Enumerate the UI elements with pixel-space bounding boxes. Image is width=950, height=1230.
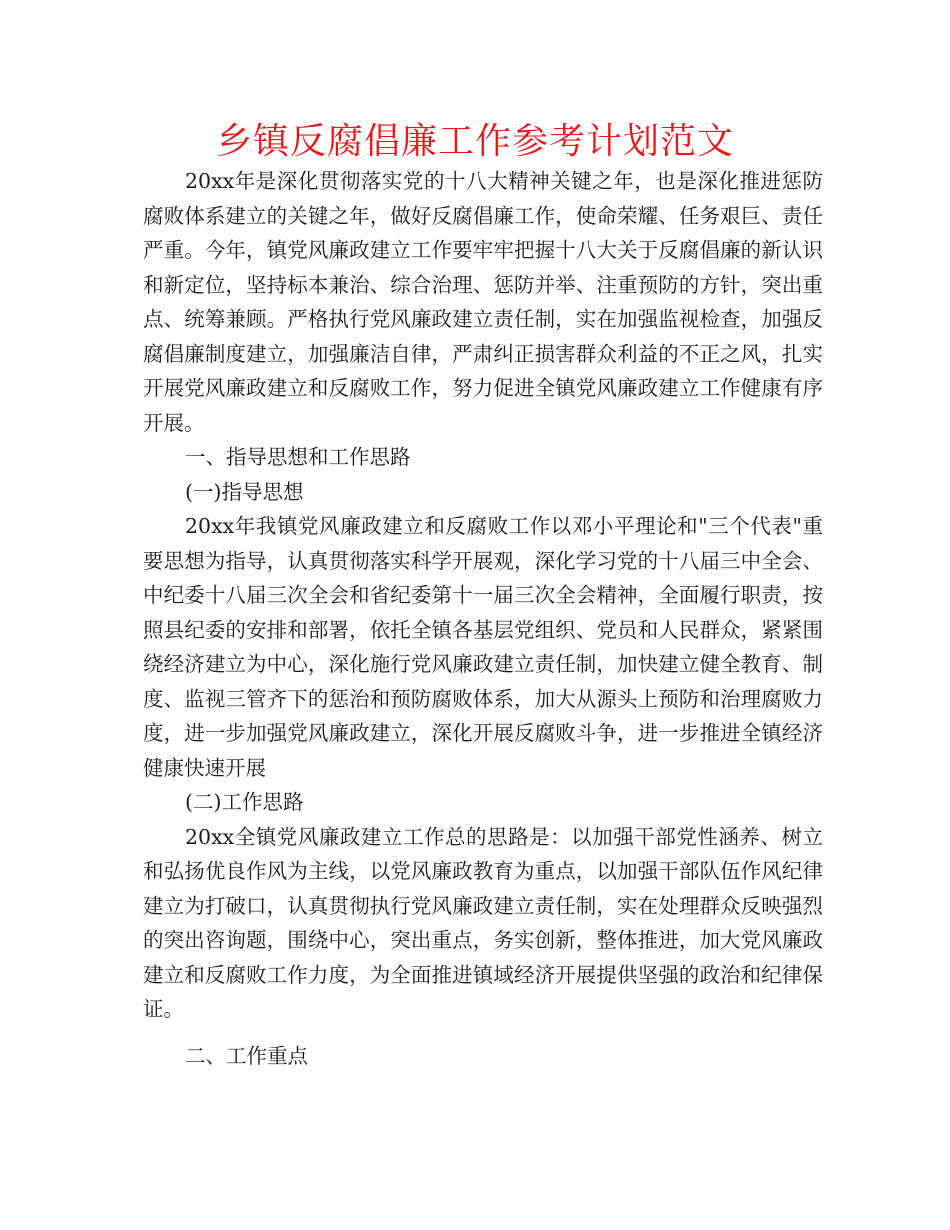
subsection-heading-guiding-ideology: (一)指导思想: [185, 479, 304, 504]
section-heading-guiding-ideology-and-approach: 一、指导思想和工作思路: [185, 445, 411, 469]
guiding-ideology-paragraph: 20xx年我镇党风廉政建立和反腐败工作以邓小平理论和"三个代表"重要思想为指导，认真贯彻落实科学开展观，深化学习党的十八届三中全会、中纪委十八届三次全会和省纪委第十一届三次全会精神，全面履行职责，按照县纪委的安排和部署，依托全镇各基层党组织、党员和人民群众，紧紧围绕经济建立为中心，深化施行党风廉政建立责任制，加快建立健全教育、制度、监视三管齐下的惩治和预防腐败体系，加大从源头上预防和治理腐败力度，进一步加强党风廉政建立，深化开展反腐败斗争，进一步推进全镇经济健康快速开展: [143, 514, 823, 780]
document-title: 乡镇反腐倡廉工作参考计划范文: [215, 121, 734, 162]
work-approach-paragraph: 20xx全镇党风廉政建立工作总的思路是：以加强干部党性涵养、树立和弘扬优良作风为主线，以党风廉政教育为重点，以加强干部队伍作风纪律建立为打破口，认真贯彻执行党风廉政建立责任制，实在处理群众反映强烈的突出咨询题，围绕中心，突出重点，务实创新，整体推进，加大党风廉政建立和反腐败工作力度，为全面推进镇域经济开展提供坚强的政治和纪律保证。: [143, 824, 823, 1021]
section-heading-work-focus: 二、工作重点: [185, 1043, 308, 1068]
subsection-heading-work-approach: (二)工作思路: [185, 790, 304, 814]
intro-paragraph: 20xx年是深化贯彻落实党的十八大精神关键之年，也是深化推进惩防腐败体系建立的关键之年，做好反腐倡廉工作，使命荣耀、任务艰巨、责任严重。今年，镇党风廉政建立工作要牢牢把握十八大关于反腐倡廉的新认识和新定位，坚持标本兼治、综合治理、惩防并举、注重预防的方针，突出重点、统筹兼顾。严格执行党风廉政建立责任制，实在加强监视检查，加强反腐倡廉制度建立，加强廉洁自律，严肃纠正损害群众利益的不正之风，扎实开展党风廉政建立和反腐败工作，努力促进全镇党风廉政建立工作健康有序开展。: [143, 169, 823, 435]
document-body: [143, 164, 823, 1073]
